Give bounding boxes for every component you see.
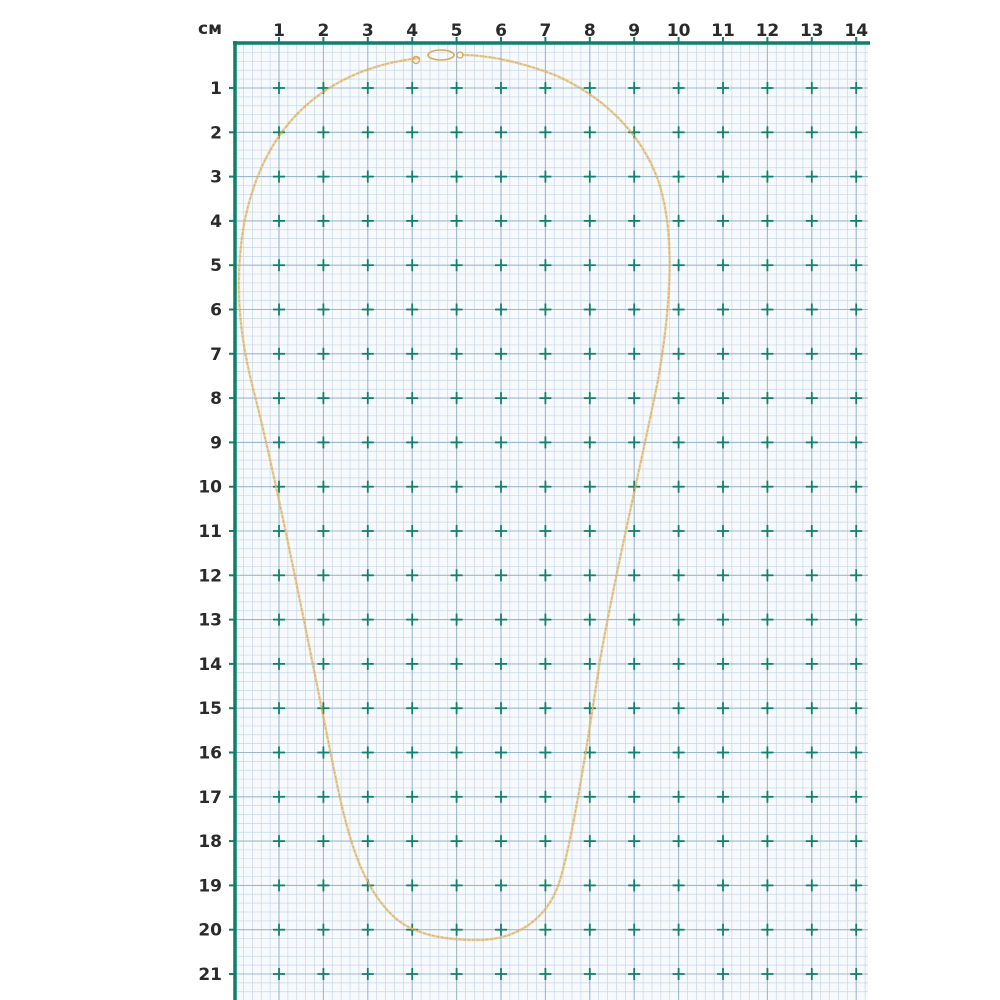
row-label: 5 xyxy=(210,256,222,277)
column-label: 5 xyxy=(450,21,463,41)
row-label: 9 xyxy=(210,433,222,454)
column-label: 10 xyxy=(666,21,691,41)
column-label: 9 xyxy=(628,21,641,41)
column-label: 11 xyxy=(711,21,735,41)
row-label: 7 xyxy=(210,344,222,365)
row-label: 16 xyxy=(198,743,222,764)
row-label: 6 xyxy=(210,300,222,321)
row-label: 21 xyxy=(198,965,222,985)
column-label: 8 xyxy=(583,21,596,41)
column-label: 12 xyxy=(755,21,780,41)
column-label: 13 xyxy=(799,21,824,41)
grid-paper xyxy=(235,43,868,1000)
row-label: 20 xyxy=(198,920,222,941)
row-label: 12 xyxy=(198,566,222,587)
row-label: 13 xyxy=(198,610,222,631)
row-label: 11 xyxy=(198,522,222,542)
row-label: 3 xyxy=(210,167,222,188)
column-label: 7 xyxy=(539,21,552,41)
row-label: 4 xyxy=(210,211,222,232)
row-labels xyxy=(198,79,222,985)
row-label: 8 xyxy=(210,389,222,410)
row-label: 1 xyxy=(210,79,222,99)
column-labels xyxy=(273,21,868,41)
row-label: 14 xyxy=(198,654,222,675)
row-label: 10 xyxy=(198,477,222,498)
row-label: 19 xyxy=(198,876,222,897)
unit-label: см xyxy=(198,19,222,39)
row-label: 15 xyxy=(198,699,222,720)
column-label: 14 xyxy=(844,21,869,41)
column-label: 6 xyxy=(495,21,507,41)
column-label: 3 xyxy=(361,21,374,41)
row-label: 18 xyxy=(198,832,222,853)
column-label: 1 xyxy=(273,21,285,41)
column-label: 2 xyxy=(317,21,330,41)
row-label: 17 xyxy=(198,787,222,808)
column-label: 4 xyxy=(406,21,419,41)
row-label: 2 xyxy=(210,123,222,144)
